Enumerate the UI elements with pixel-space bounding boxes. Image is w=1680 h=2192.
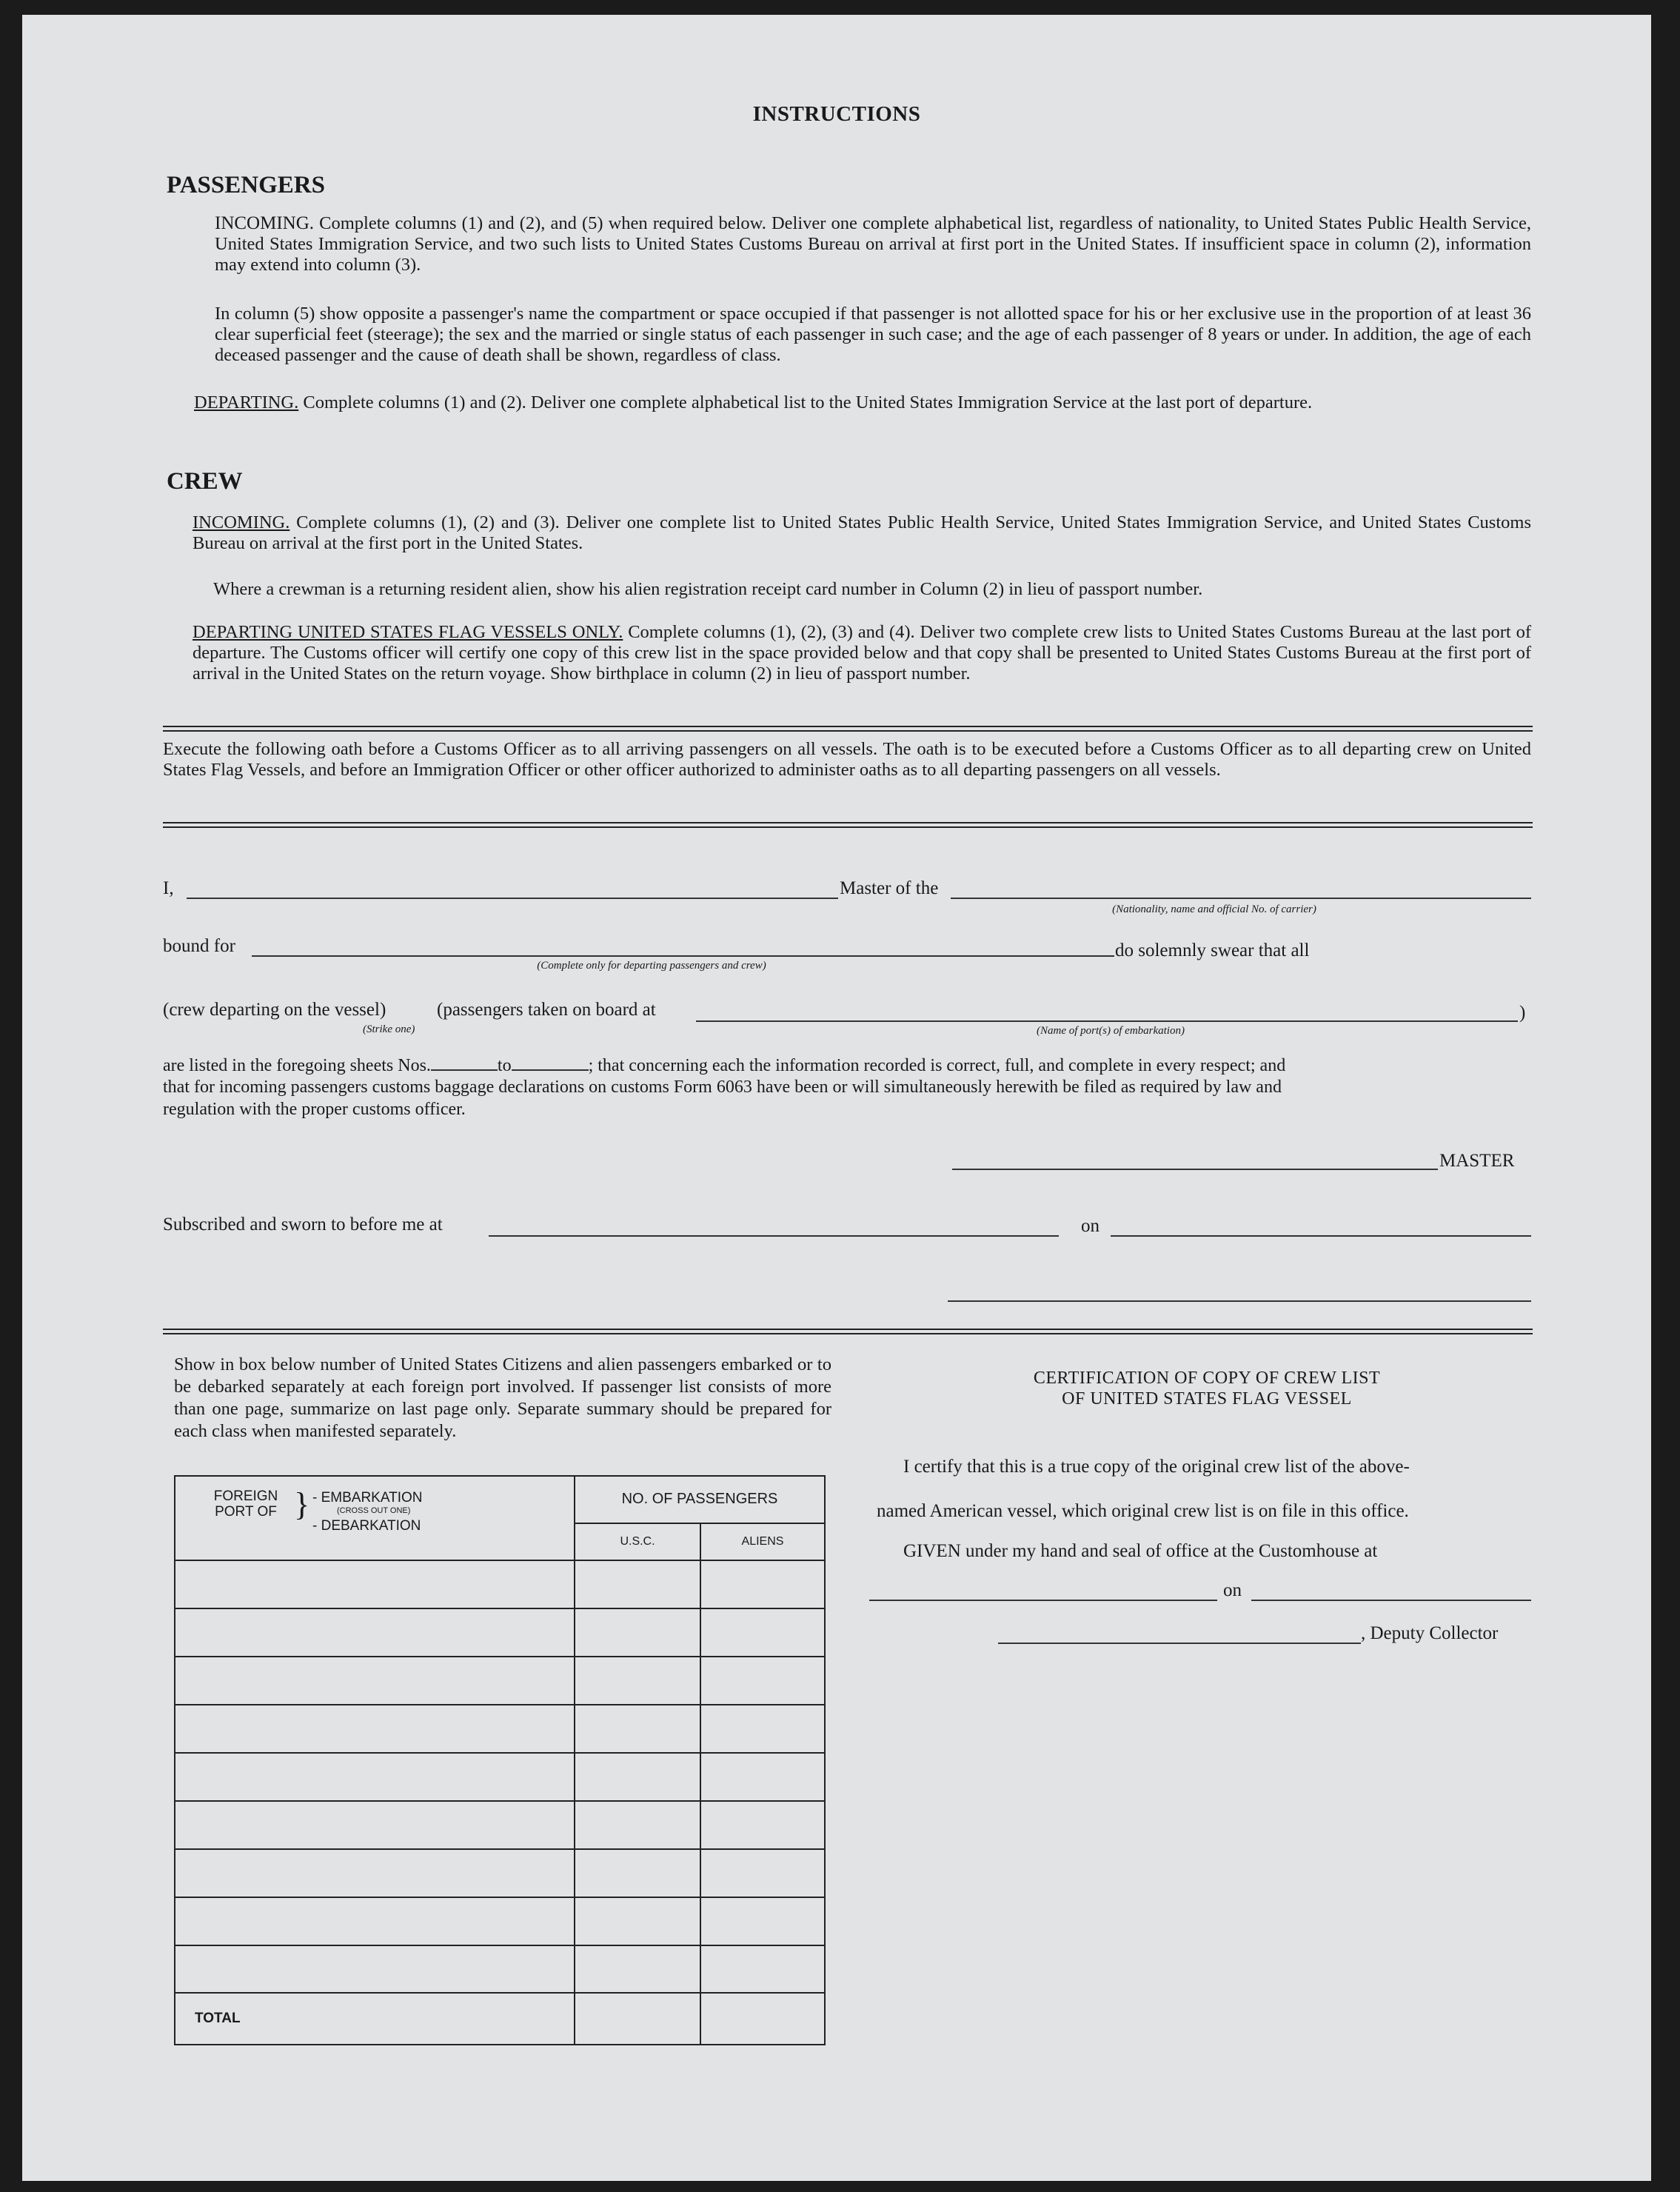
table-row-port[interactable] <box>175 1801 575 1849</box>
passengers-incoming-text: Complete columns (1) and (2), and (5) when required below. Deliver one complete alphabetical list, regardless of nationality, to United States Public Health Service, United States Immigration Service, and two such lists to United States Customs Bureau on arrival at first port in the United States. If insufficient space in column (2), information may extend into column (3). <box>215 213 1532 275</box>
table-row-port[interactable] <box>175 1657 575 1705</box>
divider-summary-top <box>163 1329 1533 1334</box>
aliens-header: ALIENS <box>700 1523 825 1560</box>
table-row-port[interactable] <box>175 1560 575 1608</box>
bound-for-hint: (Complete only for departing passengers and crew) <box>537 960 766 972</box>
listed-line1 <box>163 1055 1533 1077</box>
no-passengers-header: NO. OF PASSENGERS <box>575 1476 825 1523</box>
table-row-usc[interactable] <box>575 1945 700 1994</box>
total-usc-cell[interactable] <box>575 1993 700 2045</box>
customhouse-field[interactable] <box>869 1600 1217 1601</box>
table-row-usc[interactable] <box>575 1897 700 1945</box>
carrier-hint: (Nationality, name and official No. of carrier) <box>1112 903 1316 915</box>
table-row-port[interactable] <box>175 1608 575 1657</box>
table-row-aliens[interactable] <box>700 1753 825 1801</box>
table-row-aliens[interactable] <box>700 1897 825 1945</box>
table-row-aliens[interactable] <box>700 1657 825 1705</box>
total-aliens-cell[interactable] <box>700 1993 825 2045</box>
table-row-usc[interactable] <box>575 1849 700 1897</box>
subscribed-label: Subscribed and sworn to before me at <box>163 1214 443 1234</box>
to-label: to <box>497 1056 512 1075</box>
table-row-aliens[interactable] <box>700 1608 825 1657</box>
passenger-summary-table <box>174 1475 826 2045</box>
passengers-heading: PASSENGERS <box>167 172 325 198</box>
debarkation-option[interactable]: - DEBARKATION <box>312 1518 421 1534</box>
table-row-usc[interactable] <box>575 1801 700 1849</box>
crew-incoming-label: INCOMING. <box>193 512 290 532</box>
table-row-aliens[interactable] <box>700 1801 825 1849</box>
table-row-usc[interactable] <box>575 1608 700 1657</box>
passengers-taken-option[interactable]: (passengers taken on board at <box>437 1000 656 1020</box>
listed-line2: that for incoming passengers customs baggage declarations on customs Form 6063 have been or will simultaneously herewith be filed as required by law and <box>163 1077 1282 1097</box>
listed-prefix: are listed in the foregoing sheets Nos. <box>163 1056 431 1075</box>
form-page <box>22 15 1651 2181</box>
bound-for-field[interactable] <box>252 955 1114 957</box>
master-name-field[interactable] <box>187 898 838 899</box>
table-row-usc[interactable] <box>575 1657 700 1705</box>
table-row-port[interactable] <box>175 1897 575 1945</box>
cross-out-one-hint: (CROSS OUT ONE) <box>337 1506 411 1515</box>
embarkation-option[interactable]: - EMBARKATION <box>312 1490 423 1506</box>
crew-departing-option[interactable]: (crew departing on the vessel) <box>163 1000 386 1020</box>
crew-resident-paragraph: Where a crewman is a returning resident alien, show his alien registration receipt card number in Column (2) in lieu of passport number. <box>213 579 1203 599</box>
deputy-signature-field[interactable] <box>998 1643 1361 1644</box>
crew-departing-text: Complete columns (1), (2), (3) and (4). Deliver two complete crew lists to United States Customs Bureau at the last port of departure. The Customs officer will certify one copy of this crew list in the space provided below and that copy shall be presented to United States Customs Bureau at the first port of arrival in the United States on the return voyage. Show birthplace in column (2) in lieu of passport number. <box>193 622 1532 684</box>
swear-label: do solemnly swear that all <box>1115 940 1310 960</box>
certification-title-line2: OF UNITED STATES FLAG VESSEL <box>1062 1389 1352 1409</box>
passengers-incoming-label: INCOMING. <box>215 213 315 233</box>
table-row-aliens[interactable] <box>700 1560 825 1608</box>
master-label: MASTER <box>1439 1151 1515 1171</box>
sheet-from-field[interactable] <box>431 1055 498 1071</box>
passengers-departing-text: Complete columns (1) and (2). Deliver one complete alphabetical list to the United States Immigration Service at the last port of departure. <box>303 392 1313 412</box>
certification-line3: GIVEN under my hand and seal of office at the Customhouse at <box>903 1541 1378 1561</box>
table-row-usc[interactable] <box>575 1705 700 1753</box>
listed-suffix: ; that concerning each the information recorded is correct, full, and complete in every respect; and <box>588 1056 1286 1075</box>
table-row-aliens[interactable] <box>700 1849 825 1897</box>
bound-for-label: bound for <box>163 936 235 956</box>
listed-line3: regulation with the proper customs officer. <box>163 1100 466 1119</box>
usc-header: U.S.C. <box>575 1523 700 1560</box>
table-row-usc[interactable] <box>575 1753 700 1801</box>
ports-field[interactable] <box>696 1020 1518 1022</box>
crew-departing-paragraph <box>193 622 1531 684</box>
oath-i-label: I, <box>163 878 174 898</box>
master-of-label: Master of the <box>840 878 939 898</box>
certification-date-field[interactable] <box>1251 1600 1531 1601</box>
table-row-port[interactable] <box>175 1849 575 1897</box>
page-title: INSTRUCTIONS <box>752 102 921 126</box>
brace-mark: } <box>294 1486 310 1523</box>
officer-signature-field[interactable] <box>948 1300 1531 1302</box>
crew-heading: CREW <box>167 468 243 495</box>
passengers-column5-paragraph: In column (5) show opposite a passenger's name the compartment or space occupied if that passenger is not allotted space for his or her exclusive use in the proportion of at least 36 clear superficial feet (steerage); the sex and the married or single status of each passenger in such case; and the age of each passenger of 8 years or under. In addition, the age of each deceased passenger and the cause of death shall be shown, regardless of class. <box>215 304 1531 365</box>
passengers-incoming-paragraph <box>215 213 1531 275</box>
table-row-usc[interactable] <box>575 1560 700 1608</box>
sworn-date-field[interactable] <box>1111 1235 1531 1237</box>
ports-close-paren: ) <box>1519 1003 1526 1023</box>
sheet-to-field[interactable] <box>512 1055 589 1071</box>
carrier-field[interactable] <box>951 898 1531 899</box>
table-row-port[interactable] <box>175 1945 575 1994</box>
divider-oath-top <box>163 726 1533 732</box>
sworn-on-label: on <box>1081 1216 1100 1236</box>
table-row-port[interactable] <box>175 1705 575 1753</box>
oath-instructions: Execute the following oath before a Customs Officer as to all arriving passengers on all vessels. The oath is to be executed before a Customs Officer as to all departing crew on United States Flag Vessels, and before an Immigration Officer or other officer authorized to administer oaths as to all departing passengers on all vessels. <box>163 739 1531 780</box>
certification-line1: I certify that this is a true copy of the original crew list of the above- <box>903 1457 1410 1477</box>
total-label: TOTAL <box>175 1993 575 2045</box>
foreign-port-label: FOREIGN PORT OF <box>213 1488 278 1520</box>
strike-one-hint: (Strike one) <box>363 1023 415 1035</box>
passengers-departing-paragraph <box>194 392 1531 413</box>
master-signature-field[interactable] <box>952 1169 1438 1170</box>
table-row-port[interactable] <box>175 1753 575 1801</box>
certification-line2: named American vessel, which original crew list is on file in this office. <box>877 1501 1409 1521</box>
table-row-aliens[interactable] <box>700 1705 825 1753</box>
table-row-aliens[interactable] <box>700 1945 825 1994</box>
deputy-collector-label: , Deputy Collector <box>1361 1623 1499 1643</box>
divider-oath-bottom <box>163 822 1533 828</box>
certification-title-line1: CERTIFICATION OF COPY OF CREW LIST <box>1033 1369 1381 1388</box>
port-header-cell <box>175 1476 575 1560</box>
crew-departing-label: DEPARTING UNITED STATES FLAG VESSELS ONLY. <box>193 622 623 642</box>
sworn-place-field[interactable] <box>489 1235 1059 1237</box>
summary-instructions: Show in box below number of United States Citizens and alien passengers embarked or to be debarked separately at each foreign port involved. If passenger list consists of more than one page, summarize on last page only. Separate summary should be prepared for each class when manifested separately. <box>174 1354 831 1441</box>
passengers-departing-label: DEPARTING. <box>194 392 299 412</box>
ports-hint: (Name of port(s) of embarkation) <box>1037 1025 1185 1037</box>
crew-incoming-text: Complete columns (1), (2) and (3). Deliver one complete list to United States Public Health Service, United States Immigration Service, and United States Customs Bureau on arrival at the first port in the United States. <box>193 512 1531 553</box>
crew-incoming-paragraph <box>193 512 1531 554</box>
certification-on-label: on <box>1223 1580 1242 1600</box>
